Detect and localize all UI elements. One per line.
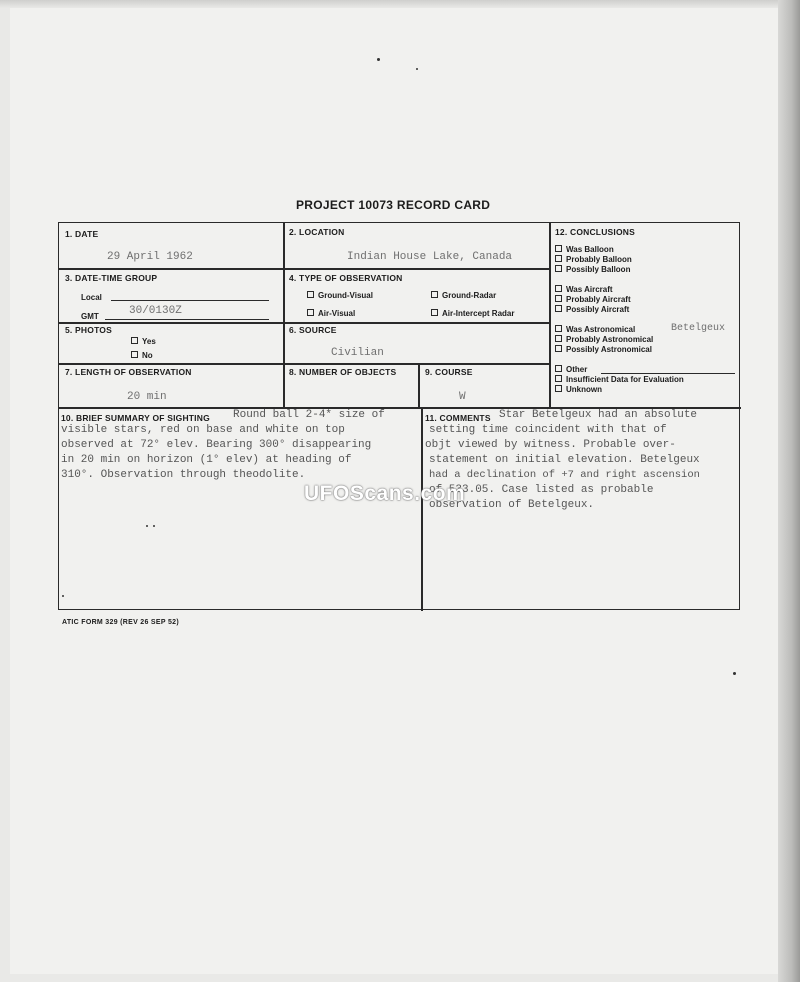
comments-line: statement on initial elevation. Betelgeux <box>429 454 700 466</box>
checkbox-icon <box>555 295 562 302</box>
conclusion-item: Possibly Astronomical <box>555 345 652 354</box>
gmt-label: GMT <box>81 312 99 321</box>
brief-summary-line: observed at 72° elev. Bearing 300° disappearing <box>61 439 372 451</box>
conclusion-item: Insufficient Data for Evaluation <box>555 375 684 384</box>
comments-line: setting time coincident with that of <box>429 424 667 436</box>
scan-speck <box>733 672 736 675</box>
local-line <box>111 300 269 301</box>
gmt-value: 30/0130Z <box>129 305 182 317</box>
conclusion-item: Was Balloon <box>555 245 614 254</box>
conclusion-item: Possibly Balloon <box>555 265 630 274</box>
location-label: 2. LOCATION <box>289 227 345 237</box>
conclusion-item: Was Aircraft <box>555 285 613 294</box>
source-value: Civilian <box>331 347 384 359</box>
other-line <box>601 373 735 374</box>
grid-line <box>418 363 420 408</box>
checkbox-icon <box>555 335 562 342</box>
course-value: W <box>459 391 466 403</box>
local-label: Local <box>81 293 102 302</box>
scan-speck <box>377 58 380 61</box>
conclusion-item: Unknown <box>555 385 602 394</box>
grid-line <box>421 407 423 611</box>
length-of-observation-value: 20 min <box>127 391 167 403</box>
date-value: 29 April 1962 <box>107 251 193 263</box>
option-photos-yes: Yes <box>131 337 156 346</box>
checkbox-icon <box>555 365 562 372</box>
checkbox-icon <box>555 245 562 252</box>
checkbox-icon <box>307 291 314 298</box>
checkbox-icon <box>555 285 562 292</box>
option-photos-no: No <box>131 351 153 360</box>
checkbox-icon <box>431 309 438 316</box>
conclusion-item: Probably Balloon <box>555 255 632 264</box>
source-label: 6. SOURCE <box>289 325 337 335</box>
option-air-visual: Air-Visual <box>307 309 355 318</box>
date-time-group-label: 3. DATE-TIME GROUP <box>65 273 158 283</box>
grid-line <box>549 223 551 409</box>
scan-speck <box>416 68 418 70</box>
comments-line: had a declination of +7 and right ascension <box>429 469 700 481</box>
date-label: 1. DATE <box>65 229 99 239</box>
brief-summary-line: 310°. Observation through theodolite. <box>61 469 306 481</box>
brief-summary-line: in 20 min on horizon (1° elev) at heading of <box>61 454 352 466</box>
checkbox-icon <box>555 345 562 352</box>
option-air-intercept-radar: Air-Intercept Radar <box>431 309 514 318</box>
location-value: Indian House Lake, Canada <box>347 251 513 263</box>
grid-line <box>59 322 549 324</box>
type-of-observation-label: 4. TYPE OF OBSERVATION <box>289 273 403 283</box>
conclusion-item: Probably Aircraft <box>555 295 631 304</box>
course-label: 9. COURSE <box>425 367 473 377</box>
record-card <box>58 222 740 610</box>
option-ground-visual: Ground-Visual <box>307 291 373 300</box>
number-of-objects-label: 8. NUMBER OF OBJECTS <box>289 367 397 377</box>
grid-line <box>283 223 285 409</box>
conclusion-item: Was Astronomical <box>555 325 635 334</box>
checkbox-icon <box>555 325 562 332</box>
checkbox-icon <box>131 351 138 358</box>
checkbox-icon <box>131 337 138 344</box>
checkbox-icon <box>555 265 562 272</box>
grid-line <box>59 363 549 365</box>
scan-top-edge <box>0 0 800 8</box>
checkbox-icon <box>307 309 314 316</box>
checkbox-icon <box>555 375 562 382</box>
checkbox-icon <box>555 305 562 312</box>
comments-line: objt viewed by witness. Probable over- <box>425 439 676 451</box>
comments-line: Star Betelgeux had an absolute <box>499 409 698 421</box>
comments-line: of 533.05. Case listed as probable <box>429 484 654 496</box>
conclusion-item: Other <box>555 365 587 374</box>
brief-summary-line: Round ball 2-4* size of <box>233 409 385 421</box>
checkbox-icon <box>555 385 562 392</box>
checkbox-icon <box>431 291 438 298</box>
brief-summary-label: 10. BRIEF SUMMARY OF SIGHTING <box>61 413 210 423</box>
watermark: UFOScans.com <box>304 482 466 505</box>
photos-label: 5. PHOTOS <box>65 325 112 335</box>
scan-right-edge <box>778 0 800 982</box>
conclusions-label: 12. CONCLUSIONS <box>555 227 635 237</box>
astronomical-note: Betelgeux <box>671 323 726 334</box>
brief-summary-line: visible stars, red on base and white on top <box>61 424 345 436</box>
grid-line <box>59 268 549 270</box>
comments-line: observation of Betelgeux. <box>429 499 595 511</box>
length-of-observation-label: 7. LENGTH OF OBSERVATION <box>65 367 192 377</box>
card-title: PROJECT 10073 RECORD CARD <box>296 198 491 212</box>
conclusion-item: Probably Astronomical <box>555 335 653 344</box>
conclusion-item: Possibly Aircraft <box>555 305 629 314</box>
option-ground-radar: Ground-Radar <box>431 291 496 300</box>
checkbox-icon <box>555 255 562 262</box>
comments-label: 11. COMMENTS <box>425 413 491 423</box>
gmt-line <box>105 319 269 320</box>
form-number: ATIC FORM 329 (REV 26 SEP 52) <box>62 619 179 626</box>
